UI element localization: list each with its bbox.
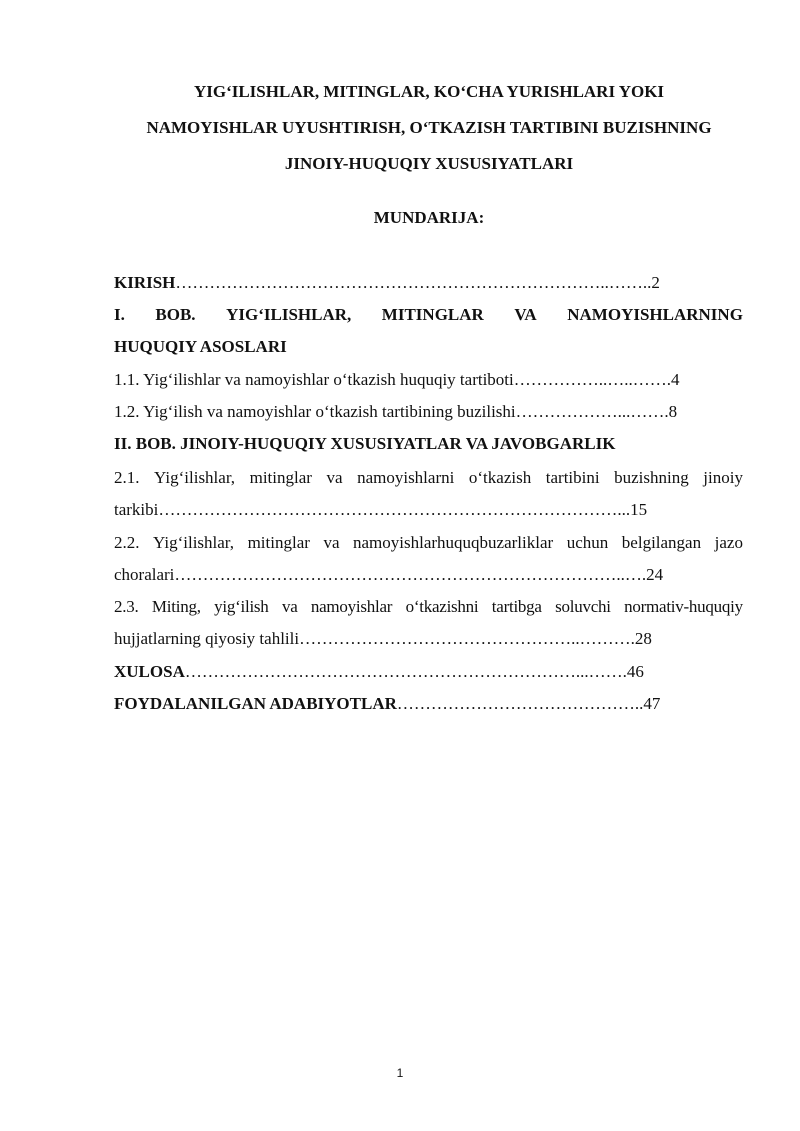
toc-entry-2-2[interactable]	[114, 528, 743, 558]
toc-word: Miting,	[151, 597, 201, 616]
toc-entry-label: XULOSA	[114, 662, 185, 681]
toc-entry-xulosa[interactable]	[114, 657, 743, 687]
toc-entry-text: 1.2. Yig‘ilish va namoyishlar o‘tkazish tartibining buzilishi	[114, 402, 516, 421]
toc-word: va	[281, 597, 298, 616]
toc-word: Yig‘ilishlar,	[153, 533, 235, 552]
toc-word: o‘tkazishni	[405, 597, 479, 616]
toc-entry-kirish[interactable]	[114, 268, 743, 298]
document-title	[100, 74, 758, 182]
toc-leader: ………………………………………………………………………...15	[158, 500, 648, 519]
toc-word: 2.1.	[114, 468, 140, 487]
toc-entry-2-2-continued[interactable]	[114, 560, 743, 590]
toc-word: namoyishlarhuquqbuzarliklar	[353, 533, 554, 552]
toc-leader: ……………………………………………………………...…….46	[184, 662, 644, 681]
toc-word: I.	[114, 305, 125, 324]
toc-word: buzishning	[614, 468, 689, 487]
toc-word: namoyishlarni	[357, 468, 455, 487]
toc-word: jinoiy	[703, 468, 743, 487]
toc-word: tartibga	[491, 597, 542, 616]
toc-chapter-2[interactable]: II. BOB. JINOIY-HUQUQIY XUSUSIYATLAR VA JAVOBGARLIK	[114, 434, 616, 453]
toc-entry-text: 1.1. Yig‘ilishlar va namoyishlar o‘tkazish huquqiy tartiboti	[114, 370, 514, 389]
toc-entry-1-1[interactable]	[114, 365, 743, 395]
toc-chapter-1-continued[interactable]: HUQUQIY ASOSLARI	[114, 337, 287, 356]
toc-word: 2.3.	[114, 597, 139, 616]
toc-word: NAMOYISHLARNING	[567, 305, 743, 324]
toc-word: MITINGLAR	[381, 305, 484, 324]
toc-word: o‘tkazish	[468, 468, 532, 487]
toc-entry-2-1-continued[interactable]	[114, 495, 743, 525]
toc-word: belgilangan	[621, 533, 702, 552]
toc-entry-foydalanilgan-adabiyotlar[interactable]	[114, 689, 743, 719]
toc-entry-label: KIRISH	[114, 273, 176, 292]
toc-word: normativ-huquqiy	[624, 597, 743, 616]
toc-chapter-1[interactable]	[114, 300, 743, 330]
toc-entry-label: FOYDALANILGAN ADABIYOTLAR	[114, 694, 397, 713]
toc-word: VA	[514, 305, 537, 324]
toc-entry-1-2[interactable]	[114, 397, 743, 427]
toc-word: yig‘ilish	[214, 597, 269, 616]
title-line: JINOIY-HUQUQIY XUSUSIYATLARI	[284, 154, 574, 173]
toc-entry-text: tarkibi	[114, 500, 159, 519]
toc-word: soluvchi	[555, 597, 611, 616]
title-line: NAMOYISHLAR UYUSHTIRISH, O‘TKAZISH TARTIBINI BUZISHNING	[146, 118, 712, 137]
toc-entry-text: hujjatlarning qiyosiy tahlili	[114, 629, 300, 648]
toc-leader: …………………………………………………………………..……..2	[175, 273, 660, 292]
toc-word: YIG‘ILISHLAR,	[226, 305, 352, 324]
toc-leader: …………………………………………..……….28	[299, 629, 652, 648]
toc-leader: ……………………………………………………………………..….24	[174, 565, 664, 584]
toc-word: BOB.	[155, 305, 196, 324]
toc-entry-2-1[interactable]	[114, 463, 743, 493]
toc-leader: ……………..…..…….4	[513, 370, 680, 389]
toc-leader: ………………...…….8	[515, 402, 678, 421]
toc-entry-2-3-continued[interactable]	[114, 624, 743, 654]
toc-word: Yig‘ilishlar,	[154, 468, 236, 487]
toc-entry-2-3[interactable]	[114, 592, 743, 622]
toc-word: tartibini	[545, 468, 600, 487]
toc-word: namoyishlar	[310, 597, 393, 616]
toc-entry-text: choralari	[114, 565, 175, 584]
toc-word: mitinglar	[249, 468, 312, 487]
title-line: YIG‘ILISHLAR, MITINGLAR, KO‘CHA YURISHLARI YOKI	[193, 82, 665, 101]
contents-heading: MUNDARIJA:	[373, 208, 485, 227]
toc-word: uchun	[566, 533, 609, 552]
toc-leader: ……………………………………..47	[396, 694, 661, 713]
page-number: 1	[396, 1066, 404, 1080]
toc-word: jazo	[714, 533, 743, 552]
toc-word: mitinglar	[247, 533, 310, 552]
toc-word: va	[323, 533, 340, 552]
toc-word: 2.2.	[114, 533, 140, 552]
toc-word: va	[326, 468, 343, 487]
